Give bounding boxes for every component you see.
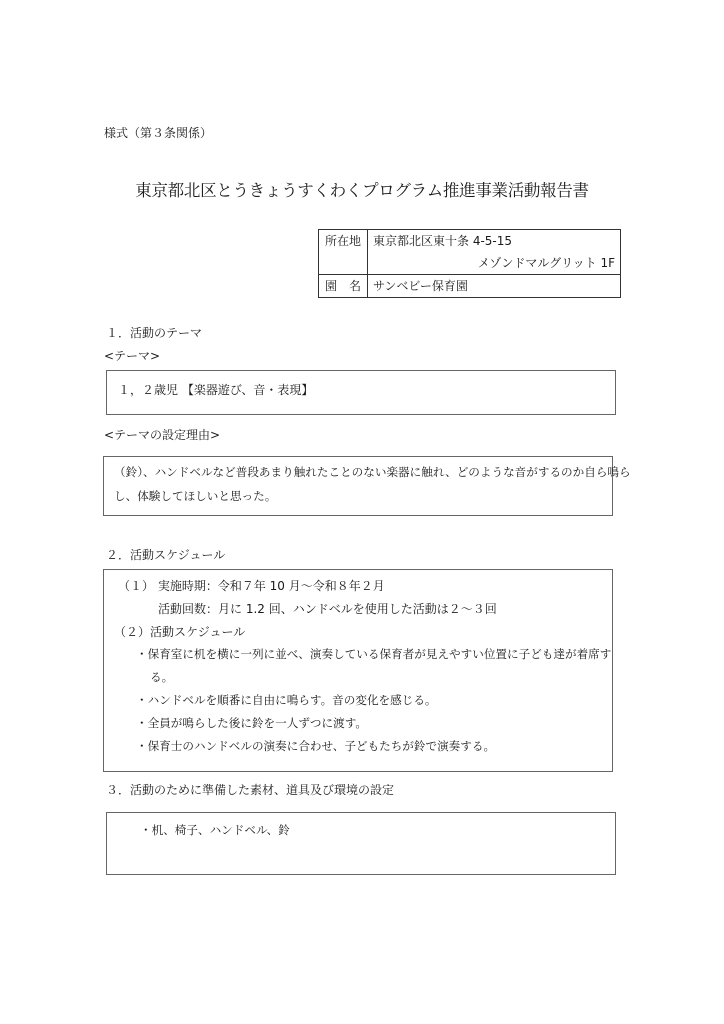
section2-heading: ２．活動スケジュール xyxy=(106,548,226,562)
schedule-item: ・保育士のハンドベルの演奏に合わせ、子どもたちが鈴で演奏する。 xyxy=(136,739,496,753)
materials-value: ・机、椅子、ハンドベル、鈴 xyxy=(140,823,290,837)
theme-label: <テーマ> xyxy=(104,349,161,363)
address-label: 所在地 xyxy=(319,230,368,275)
section1-heading: １．活動のテーマ xyxy=(106,326,203,340)
name-label: 園 名 xyxy=(319,275,368,298)
schedule-item: ・保育室に机を横に一列に並べ、演奏している保育者が見えやすい位置に子ども達が着席す xyxy=(136,647,612,661)
period-line: （１） 実施時期：令和７年 10 月～令和８年２月 xyxy=(118,579,385,593)
document-title: 東京都北区とうきょうすくわくプログラム推進事業活動報告書 xyxy=(135,181,589,200)
schedule-item: ・全員が鳴らした後に鈴を一人ずつに渡す。 xyxy=(136,716,367,730)
reason-box xyxy=(103,456,631,516)
schedule-box xyxy=(103,569,613,772)
address-line2: メゾンドマルグリット 1F xyxy=(368,252,621,275)
schedule-item: る。 xyxy=(150,670,174,684)
schedule-subheading: （２）活動スケジュール xyxy=(114,625,246,639)
reason-line: （鈴）、ハンドベルなど普段あまり触れたことのない楽器に触れ、どのような音がするのか自ら鳴ら xyxy=(114,465,631,479)
reason-label: <テーマの設定理由> xyxy=(104,428,221,442)
info-table xyxy=(318,229,621,298)
reason-line: し、体験してほしいと思った。 xyxy=(114,489,277,503)
name-value: サンベビー保育園 xyxy=(368,275,621,298)
theme-value: １，２歳児 【楽器遊び、音・表現】 xyxy=(118,383,314,397)
schedule-item: ・ハンドベルを順番に自由に鳴らす。音の変化を感じる。 xyxy=(136,693,437,707)
section3-heading: ３．活動のために準備した素材、道具及び環境の設定 xyxy=(106,783,395,797)
theme-box xyxy=(106,370,616,415)
address-line1: 東京都北区東十条 4-5-15 xyxy=(368,230,621,253)
materials-box xyxy=(106,812,616,875)
form-label: 様式（第３条関係） xyxy=(104,126,213,140)
frequency-line: 活動回数：月に 1.2 回、ハンドベルを使用した活動は２～３回 xyxy=(158,602,497,616)
